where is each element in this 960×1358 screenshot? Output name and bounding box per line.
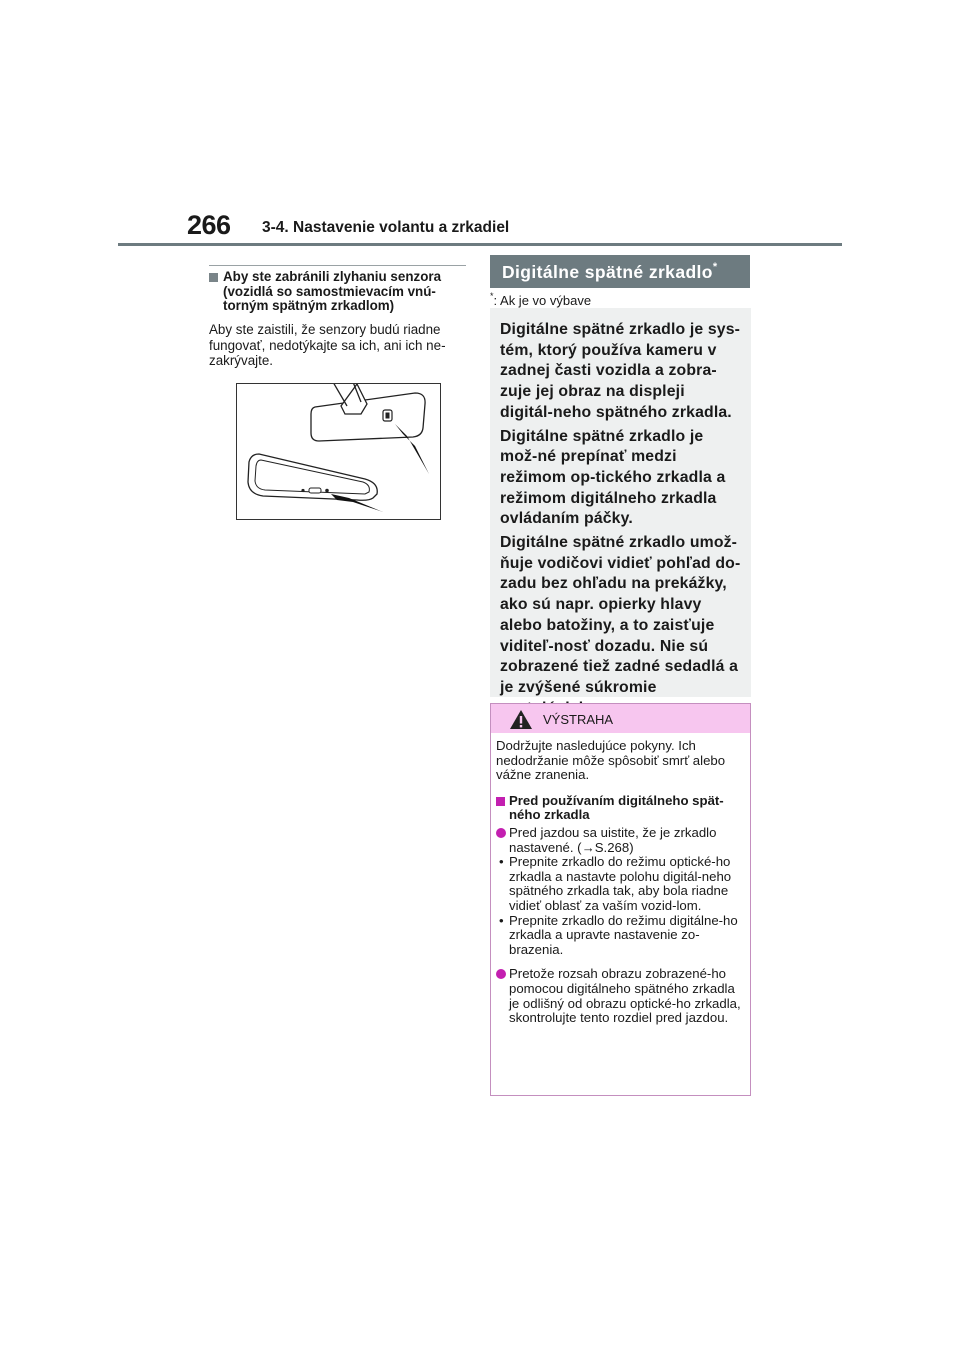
warning-bullet-text: Prepnite zrkadlo do režimu optické-ho zrkadla a nastavte polohu digitál-neho spätného zrkadla tak, aby bola riadne vidieť oblasť za vaším vozid-lom. — [509, 854, 732, 913]
title-text: Digitálne spätné zrkadlo — [502, 262, 713, 282]
warning-point-text: Pretože rozsah obrazu zobrazené-ho pomocou digitálneho spätného zrkadla je odlišný od obrazu optické-ho zrkadla, skontrolujte tento rozdiel pred jazdou. — [509, 966, 741, 1026]
summary-paragraph: Digitálne spätné zrkadlo je mož-né prepínať medzi režimom op-tického zrkadla a režimom digitálneho zrkadla ovládaním páčky. — [500, 427, 726, 528]
mirror-sensor-illustration — [236, 383, 441, 520]
warning-point-text: Pred jazdou sa uistite, že je zrkadlo nastavené. (→S.268) — [509, 824, 717, 855]
section-title: 3-4. Nastavenie volantu a zrkadiel — [262, 219, 510, 236]
summary-box — [490, 308, 751, 697]
summary-paragraph: Digitálne spätné zrkadlo je sys-tém, ktorý používa kameru v zadnej časti vozidla a zobra-zuje jej obraz na displeji digitál-neho spätného zrkadla. — [500, 321, 741, 421]
warning-intro: Dodržujte nasledujúce pokyny. Ich nedodržanie môže spôsobiť smrť alebo vážne zranenia. — [496, 738, 726, 783]
bullet-mark: • — [499, 854, 504, 870]
page-number: 266 — [187, 210, 231, 240]
sensor-heading — [209, 270, 469, 314]
warning-bullet — [496, 855, 746, 913]
warning-box — [490, 703, 751, 1096]
bullet-mark: • — [499, 912, 504, 928]
square-bullet-icon — [496, 797, 505, 806]
digital-mirror-title-bar — [490, 255, 750, 288]
left-heading-rule — [209, 265, 466, 266]
warning-point — [496, 826, 746, 855]
circle-bullet-icon — [496, 828, 506, 838]
footnote-text: : Ak je vo výbave — [493, 293, 592, 308]
sensor-heading-text: Aby ste zabránili zlyhaniu senzora (vozidlá so samostmievacím vnú-torným spätným zrkadlom) — [223, 269, 442, 313]
mirror-sensor-drawing — [237, 384, 440, 519]
warning-body — [496, 739, 746, 1026]
sensor-body-text: Aby ste zaistili, že senzory budú riadne fungovať, nedotýkajte sa ich, ani ich ne-zakrývajte. — [209, 322, 446, 368]
warning-bullet — [496, 914, 746, 958]
warning-point — [496, 967, 746, 1025]
warning-subheading — [496, 794, 746, 823]
square-bullet-icon — [209, 273, 218, 282]
title-asterisk: * — [712, 261, 718, 273]
summary-paragraph: Digitálne spätné zrkadlo umož-ňuje vodičovi vidieť pohľad do-zadu bez ohľadu na prekážky, ako sú napr. opierky hlavy alebo batožiny, a to zaisťuje viditeľ-nosť dozadu. Nie sú zobrazené tiež zadné sedadlá a je zvýšené súkromie — [500, 534, 741, 696]
warning-bullet-text: Prepnite zrkadlo do režimu digitálne-ho zrkadla a upravte nastavenie zo-brazenia. — [509, 912, 738, 957]
circle-bullet-icon — [496, 969, 506, 979]
warning-label: VÝSTRAHA — [543, 712, 614, 727]
header-rule — [118, 243, 842, 246]
footnote-asterisk: * — [490, 291, 494, 301]
warning-header — [491, 704, 750, 733]
warning-subheading-text: Pred používaním digitálneho spät-ného zrkadla — [509, 792, 724, 823]
digital-mirror-title — [502, 261, 718, 283]
optional-equipment-footnote — [490, 291, 591, 308]
warning-triangle-icon — [509, 709, 533, 730]
